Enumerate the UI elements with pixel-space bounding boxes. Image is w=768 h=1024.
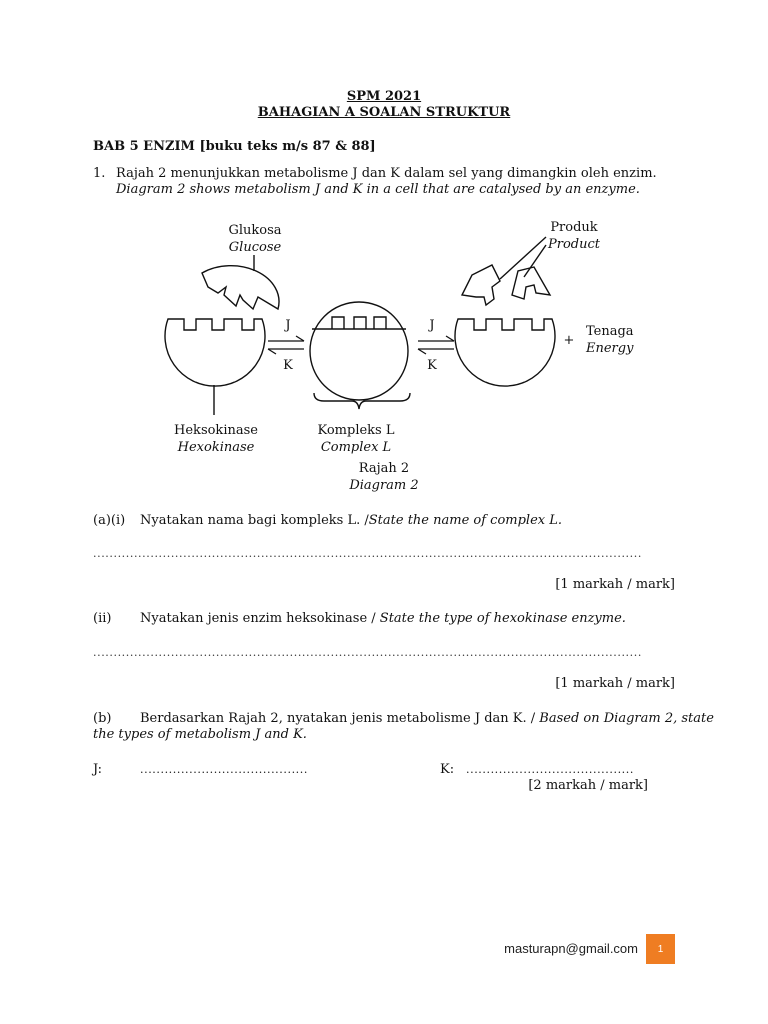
arrow-j-label-1: J [285,318,291,333]
complex-label-ms: Kompleks L [317,423,395,438]
part-a-i-question [140,513,562,529]
energy-label-en: Energy [586,341,634,356]
part-b-k-answer-line[interactable]: ......................................... [466,763,634,776]
glucose-label-en: Glucose [228,240,282,255]
part-a-i-marks: [1 markah / mark] [555,577,675,592]
part-a-ii-text-ms: Nyatakan jenis enzim heksokinase / [140,611,376,626]
enzyme-right-shape [455,319,555,386]
doc-title: SPM 2021 [346,89,422,104]
part-a-i-label: (a)(i) [93,513,126,528]
glucose-shape [202,266,279,309]
question-text-ms: Rajah 2 menunjukkan metabolisme J dan K dalam sel yang dimangkin oleh enzim. [116,166,657,181]
part-b-j-label: J: [93,762,103,777]
page-number-badge: 1 [646,934,675,964]
part-b-text-ms: Berdasarkan Rajah 2, nyatakan jenis metabolisme J dan K. / [140,711,536,726]
part-a-ii-question [140,611,626,627]
part-b-text-en-2: the types of metabolism J and K. [93,727,307,742]
arrow-k-label-1: K [283,358,293,373]
product-1-shape [462,265,500,305]
part-b-k-label: K: [440,762,455,777]
part-b-text-en-1: Based on Diagram 2, state [539,711,714,726]
arrow-j-label-2: J [429,318,435,333]
part-b-j-answer-line[interactable]: ......................................... [140,763,308,776]
arrow-k-label-2: K [427,358,437,373]
part-b-marks: [2 markah / mark] [528,778,648,793]
product-2-shape [512,267,550,299]
part-b-question-line1 [140,711,714,727]
part-a-ii-marks: [1 markah / mark] [555,676,675,691]
part-a-i-text-ms: Nyatakan nama bagi kompleks L. / [140,513,369,528]
diagram-caption-ms: Rajah 2 [358,461,410,476]
part-a-ii-label: (ii) [93,611,112,626]
question-text-en: Diagram 2 shows metabolism J and K in a cell that are catalysed by an enzyme. [116,182,640,197]
chapter-heading: BAB 5 ENZIM [buku teks m/s 87 & 88] [93,139,376,154]
product-label-ms: Produk [550,220,598,235]
part-a-ii-text-en: State the type of hexokinase enzyme. [379,611,626,626]
glucose-label-ms: Glukosa [228,223,282,238]
hexokinase-shape [165,319,265,386]
product-label-en: Product [548,237,600,252]
hexokinase-label-ms: Heksokinase [174,423,258,438]
hexokinase-label-en: Hexokinase [177,440,255,455]
part-b-label: (b) [93,711,112,726]
part-a-i-text-en: State the name of complex L. [368,513,563,528]
complex-label-en: Complex L [320,440,392,455]
question-number: 1. [93,166,106,181]
energy-label-ms: Tenaga [586,324,634,339]
part-a-ii-answer-line[interactable]: ...................................................................................................................................... [93,646,642,659]
doc-subtitle: BAHAGIAN A SOALAN STRUKTUR [257,105,511,120]
diagram-caption-en: Diagram 2 [349,478,419,493]
plus-sign: + [563,333,575,348]
footer-email: masturapn@gmail.com [504,941,638,956]
part-a-i-answer-line[interactable]: ...................................................................................................................................... [93,547,642,560]
